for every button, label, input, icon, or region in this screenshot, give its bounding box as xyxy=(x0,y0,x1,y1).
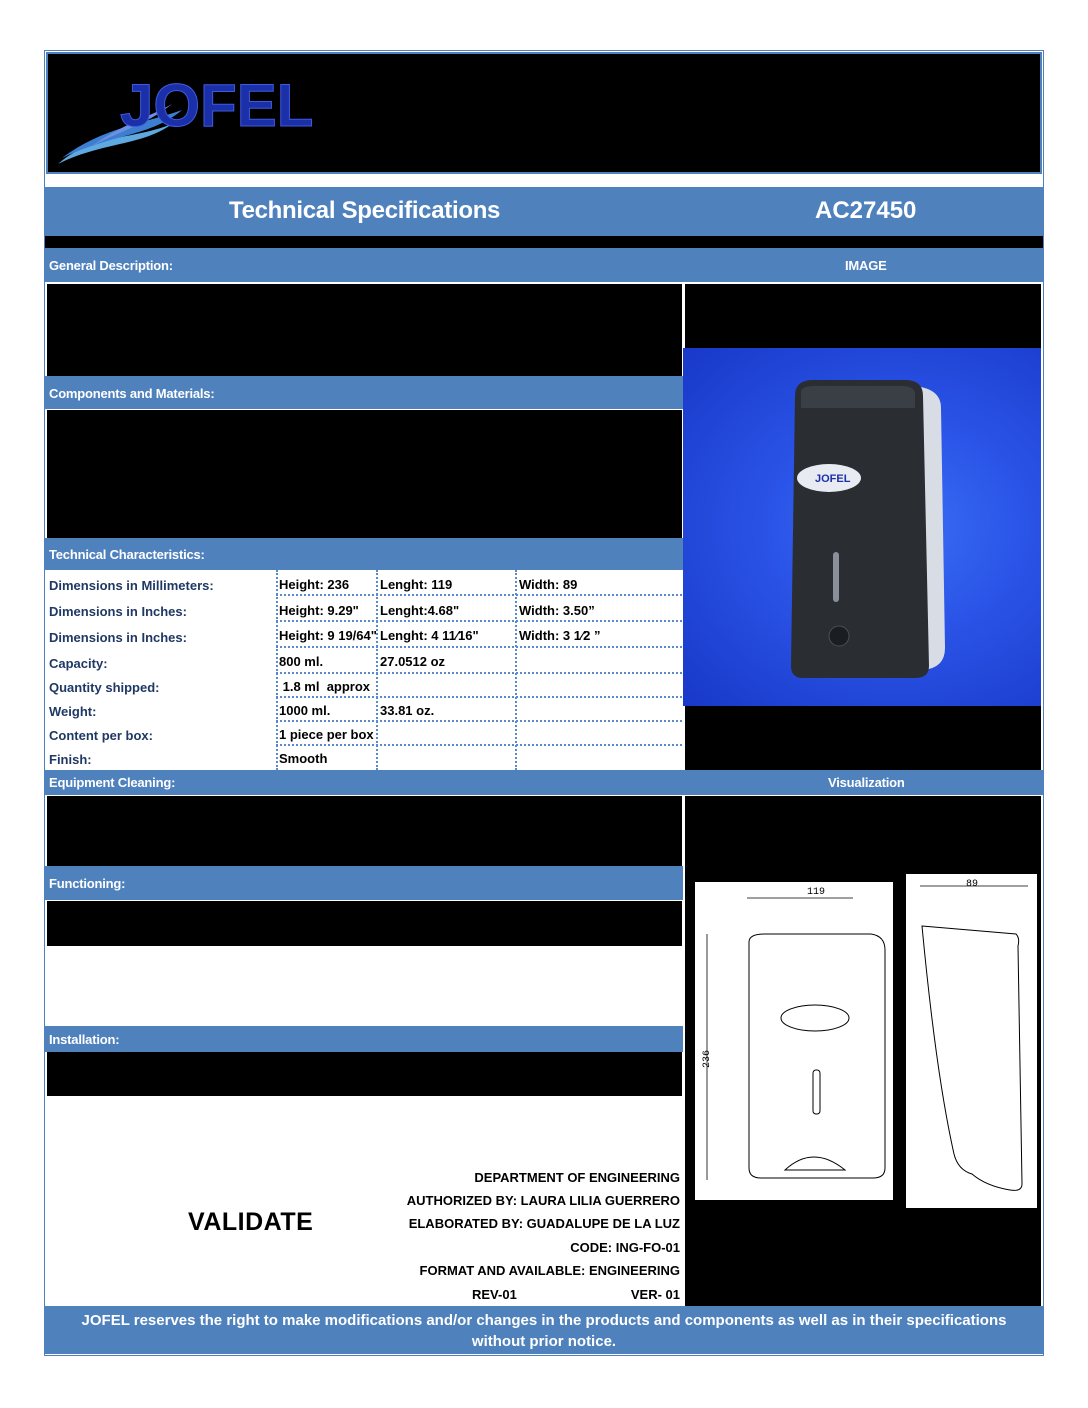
installation-label: Installation: xyxy=(49,1032,120,1047)
table-rule xyxy=(276,672,682,674)
approval-format: FORMAT AND AVAILABLE: ENGINEERING xyxy=(419,1263,680,1278)
validate-stamp: VALIDATE xyxy=(188,1208,314,1236)
table-rule xyxy=(276,594,682,596)
dispenser-logo-text: JOFEL xyxy=(815,473,851,485)
side-drawing-svg xyxy=(906,874,1037,1208)
general-description-header xyxy=(45,248,1043,282)
footer-notice xyxy=(45,1306,1043,1354)
general-description-label: General Description: xyxy=(49,258,173,273)
tech-cell: Width: 3.50” xyxy=(519,603,595,618)
tech-cell: Height: 9.29" xyxy=(279,603,359,618)
table-col-rule xyxy=(276,570,278,770)
components-header xyxy=(45,376,683,409)
tech-cell: 1000 ml. xyxy=(279,703,331,718)
tech-row-label: Dimensions in Inches: xyxy=(49,630,187,645)
tech-cell: Height: 236 xyxy=(279,577,350,592)
approval-elaborated: ELABORATED BY: GUADALUPE DE LA LUZ xyxy=(408,1216,680,1231)
product-code: AC27450 xyxy=(815,197,917,224)
logo-wordmark: JOFEL xyxy=(120,72,314,139)
tech-cell: Height: 9 19/64" xyxy=(279,628,377,643)
tech-cell: Lenght: 119 xyxy=(380,577,453,592)
page-title: Technical Specifications xyxy=(229,197,501,224)
tech-cell: 1 piece per box xyxy=(279,727,374,742)
header-banner xyxy=(46,52,1042,174)
tech-cell: Width: 3 1⁄2 ” xyxy=(519,628,601,643)
table-col-rule xyxy=(376,570,378,770)
approval-department: DEPARTMENT OF ENGINEERING xyxy=(474,1170,680,1185)
side-outline xyxy=(922,926,1022,1190)
front-drawing-svg xyxy=(695,882,893,1200)
table-rule xyxy=(276,720,682,722)
footer-notice-text: JOFEL reserves the right to make modifications and/or changes in the products and components as well as in their specifications without prior notice. xyxy=(81,1312,1007,1350)
tech-row-label: Weight: xyxy=(49,704,97,719)
technical-label: Technical Characteristics: xyxy=(49,547,205,562)
front-window-outline xyxy=(813,1070,820,1114)
push-button xyxy=(829,626,849,646)
image-label: IMAGE xyxy=(845,258,887,273)
table-col-rule xyxy=(515,570,517,770)
front-outline xyxy=(749,934,885,1178)
front-width-dim: 119 xyxy=(807,887,826,898)
table-rule xyxy=(276,744,682,746)
tech-row-label: Capacity: xyxy=(49,656,108,671)
installation-content xyxy=(47,1052,682,1096)
front-button-outline xyxy=(785,1157,845,1170)
functioning-content xyxy=(47,901,682,946)
approval-ver: VER- 01 xyxy=(630,1287,680,1302)
tech-cell: 800 ml. xyxy=(279,654,324,669)
title-underline xyxy=(45,236,1043,248)
tech-row-label: Dimensions in Millimeters: xyxy=(49,578,214,593)
side-drawing xyxy=(906,874,1037,1208)
table-rule xyxy=(276,646,682,648)
cleaning-content xyxy=(47,796,682,866)
image-bottom-block xyxy=(685,706,1041,770)
side-width-dim: 89 xyxy=(966,879,979,890)
tech-cell: Lenght: 4 11⁄16" xyxy=(380,628,479,643)
tech-cell: 27.0512 oz xyxy=(380,654,446,669)
dispenser-highlight xyxy=(801,386,915,408)
functioning-header xyxy=(45,866,683,900)
tech-table xyxy=(47,570,682,770)
table-rule xyxy=(276,620,682,622)
tech-row-label: Quantity shipped: xyxy=(49,680,160,695)
jofel-logo xyxy=(52,54,332,174)
dispenser-body xyxy=(791,380,929,678)
general-description-content xyxy=(47,284,682,376)
front-drawing xyxy=(695,882,893,1200)
tech-row-label: Finish: xyxy=(49,752,92,767)
front-logo-outline xyxy=(781,1005,849,1031)
table-rule xyxy=(276,696,682,698)
installation-header xyxy=(45,1026,683,1052)
dispenser-illustration xyxy=(683,348,1041,706)
front-height-dim: 236 xyxy=(702,1049,713,1068)
components-label: Components and Materials: xyxy=(49,386,215,401)
title-bar xyxy=(45,187,1043,236)
tech-cell: Smooth xyxy=(279,751,328,766)
components-content xyxy=(47,410,682,538)
tech-row-label: Content per box: xyxy=(49,728,153,743)
tech-cell: Lenght:4.68" xyxy=(380,603,460,618)
tech-cell: 33.81 oz. xyxy=(380,703,435,718)
approval-authorized: AUTHORIZED BY: LAURA LILIA GUERRERO xyxy=(406,1193,680,1208)
functioning-label: Functioning: xyxy=(49,876,126,891)
tech-cell: Width: 89 xyxy=(519,577,578,592)
cleaning-label: Equipment Cleaning: xyxy=(49,775,176,790)
image-top-block xyxy=(685,284,1041,348)
cleaning-header xyxy=(45,770,1043,795)
level-window xyxy=(833,552,839,602)
product-photo xyxy=(683,348,1041,706)
approval-code: CODE: ING-FO-01 xyxy=(570,1240,680,1255)
visualization-label: Visualization xyxy=(828,775,905,790)
technical-header xyxy=(45,538,683,570)
tech-cell: 1.8 ml approx xyxy=(279,679,371,694)
approval-rev: REV-01 xyxy=(472,1287,517,1302)
tech-row-label: Dimensions in Inches: xyxy=(49,604,187,619)
